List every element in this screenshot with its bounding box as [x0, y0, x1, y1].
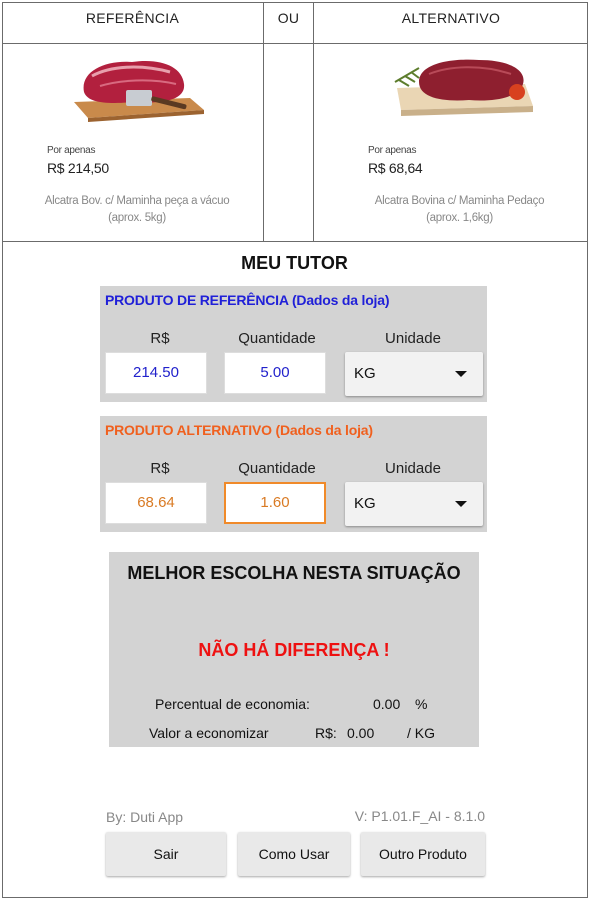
or-header: OU — [264, 2, 313, 44]
reference-price-input[interactable]: 214.50 — [105, 352, 207, 394]
reference-quantity-input[interactable]: 5.00 — [224, 352, 326, 394]
reference-price-prefix: Por apenas — [47, 145, 96, 156]
dropdown-arrow-icon — [455, 501, 467, 507]
economy-percent-unit: % — [415, 696, 428, 712]
economy-value-currency: R$: — [315, 725, 337, 741]
alternative-column — [314, 2, 588, 242]
alternative-header: ALTERNATIVO — [314, 2, 588, 44]
or-column — [264, 2, 314, 242]
reference-unit-value: KG — [354, 365, 376, 382]
other-product-button[interactable]: Outro Produto — [361, 832, 485, 876]
reference-column — [2, 2, 264, 242]
alternative-product-image — [389, 52, 539, 124]
economy-value: 0.00 — [347, 725, 375, 741]
reference-quantity-label: Quantidade — [238, 330, 316, 347]
result-title: MELHOR ESCOLHA NESTA SITUAÇÃO — [127, 563, 461, 583]
tutor-title: MEU TUTOR — [241, 253, 348, 273]
reference-unit-select[interactable] — [345, 352, 483, 396]
reference-description: Alcatra Bov. c/ Maminha peça a vácuo (aprox. 5kg) — [44, 195, 230, 224]
reference-header: REFERÊNCIA — [2, 2, 263, 44]
reference-unit-label: Unidade — [385, 330, 441, 347]
alternative-unit-select[interactable] — [345, 482, 483, 526]
comparison-table — [2, 2, 588, 242]
reference-product-image — [70, 52, 210, 124]
reference-product-panel — [100, 286, 487, 402]
exit-button[interactable]: Sair — [106, 832, 226, 876]
reference-price-label: R$ — [150, 330, 170, 347]
alternative-unit-value: KG — [354, 495, 376, 512]
economy-value-label: Valor a economizar — [149, 725, 269, 741]
alternative-price-prefix: Por apenas — [368, 145, 417, 156]
economy-percent-label: Percentual de economia: — [155, 696, 310, 712]
reference-price: R$ 214,50 — [47, 160, 109, 176]
result-panel — [109, 552, 479, 747]
reference-panel-title: PRODUTO DE REFERÊNCIA (Dados da loja) — [105, 292, 390, 308]
alternative-product-panel — [100, 416, 487, 532]
alternative-panel-title: PRODUTO ALTERNATIVO (Dados da loja) — [105, 422, 373, 438]
alternative-description: Alcatra Bovina c/ Maminha Pedaço (aprox. 1,6kg) — [374, 195, 545, 224]
result-message: NÃO HÁ DIFERENÇA ! — [198, 640, 390, 660]
alternative-quantity-input[interactable]: 1.60 — [224, 482, 326, 524]
economy-percent-value: 0.00 — [373, 696, 401, 712]
alternative-price-label: R$ — [150, 460, 170, 477]
version-label: V: P1.01.F_AI - 8.1.0 — [354, 808, 485, 824]
dropdown-arrow-icon — [455, 371, 467, 377]
economy-value-unit: / KG — [407, 725, 436, 741]
how-to-use-button[interactable]: Como Usar — [238, 832, 350, 876]
author-credit: By: Duti App — [106, 809, 184, 825]
alternative-price-input[interactable]: 68.64 — [105, 482, 207, 524]
alternative-unit-label: Unidade — [385, 460, 441, 477]
alternative-price: R$ 68,64 — [368, 160, 423, 176]
alternative-quantity-label: Quantidade — [238, 460, 316, 477]
